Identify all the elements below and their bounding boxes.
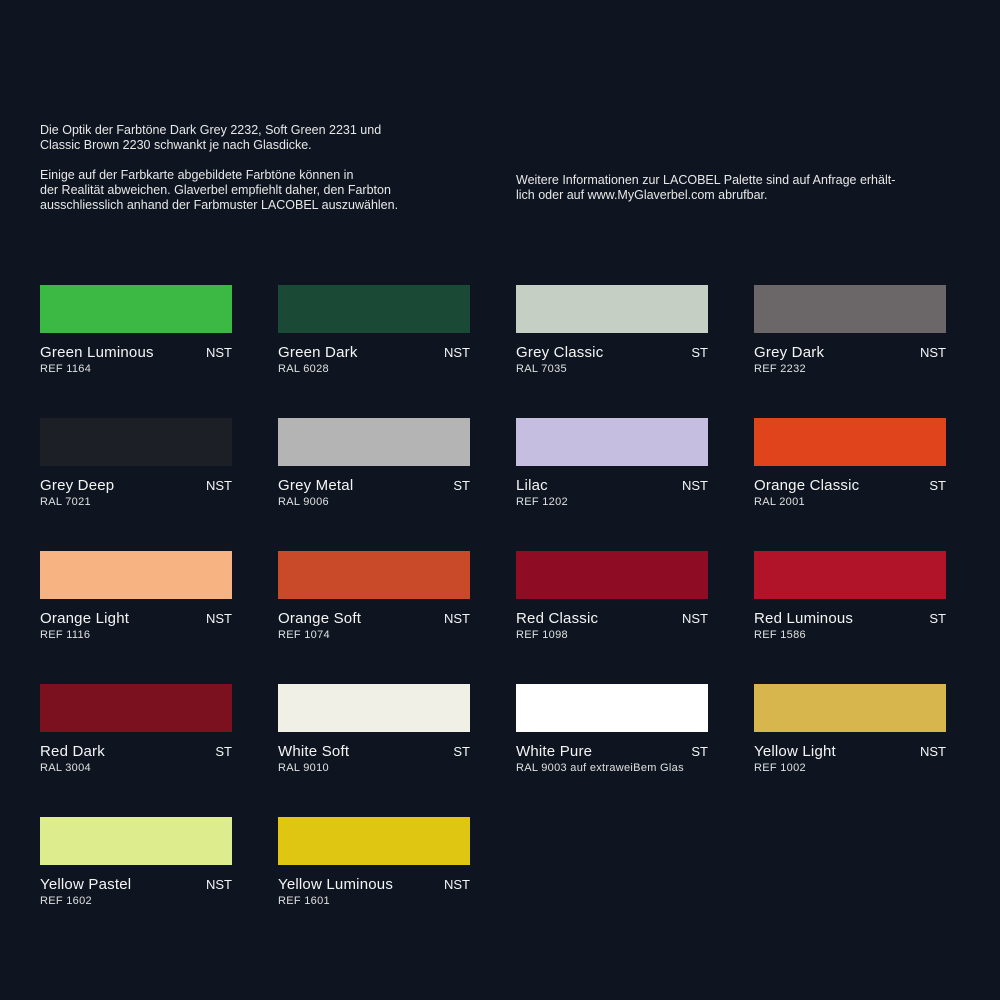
color-card [40, 418, 232, 512]
intro-paragraph: Weitere Informationen zur LACOBEL Palette sind auf Anfrage erhält- lich oder auf www.MyGlaverbel.com abrufbar. [516, 173, 896, 202]
color-name: White Soft [278, 743, 350, 760]
intro-paragraph: Die Optik der Farbtöne Dark Grey 2232, Soft Green 2231 und Classic Brown 2230 schwankt je nach Glasdicke. [40, 123, 382, 152]
color-label-row [278, 477, 470, 494]
color-label-row [40, 477, 232, 494]
color-swatch [40, 551, 232, 599]
color-reference: REF 1098 [516, 629, 568, 641]
color-reference: REF 1202 [516, 496, 568, 508]
color-type: NST [206, 611, 232, 626]
color-label-row [754, 743, 946, 760]
color-name: White Pure [516, 743, 593, 760]
color-label-row [40, 344, 232, 361]
color-label-row [40, 610, 232, 627]
color-card [278, 817, 470, 911]
color-swatch [40, 817, 232, 865]
color-type: NST [206, 345, 232, 360]
color-reference: REF 1002 [754, 762, 806, 774]
color-name: Yellow Light [754, 743, 836, 760]
color-swatch [516, 285, 708, 333]
color-type: NST [206, 478, 232, 493]
color-card [40, 285, 232, 379]
color-reference: RAL 2001 [754, 496, 805, 508]
color-name: Grey Metal [278, 477, 354, 494]
color-type: NST [444, 345, 470, 360]
color-name: Orange Classic [754, 477, 860, 494]
color-type: NST [682, 478, 708, 493]
color-type: ST [215, 744, 232, 759]
color-name: Red Luminous [754, 610, 854, 627]
color-card [278, 684, 470, 778]
color-label-row [754, 477, 946, 494]
color-reference: REF 1586 [754, 629, 806, 641]
color-label-row [40, 876, 232, 893]
color-name: Red Classic [516, 610, 599, 627]
color-swatch [278, 418, 470, 466]
color-type: NST [206, 877, 232, 892]
color-card [754, 551, 946, 645]
color-swatch [516, 684, 708, 732]
color-card [40, 551, 232, 645]
color-reference: REF 1116 [40, 629, 91, 641]
color-label-row [516, 610, 708, 627]
color-swatch [40, 418, 232, 466]
color-swatch [278, 285, 470, 333]
color-card [40, 684, 232, 778]
color-type: ST [929, 611, 946, 626]
color-type: ST [691, 744, 708, 759]
color-name: Yellow Pastel [40, 876, 132, 893]
color-reference: RAL 9003 auf extraweiBem Glas [516, 762, 684, 774]
color-reference: RAL 9010 [278, 762, 329, 774]
color-name: Grey Deep [40, 477, 115, 494]
color-swatch [516, 418, 708, 466]
color-type: NST [682, 611, 708, 626]
color-name: Lilac [516, 477, 548, 494]
color-reference: REF 1601 [278, 895, 330, 907]
color-card [278, 551, 470, 645]
color-swatch [754, 551, 946, 599]
color-label-row [278, 876, 470, 893]
color-label-row [516, 344, 708, 361]
color-type: NST [444, 611, 470, 626]
color-reference: RAL 7035 [516, 363, 567, 375]
color-card [278, 418, 470, 512]
color-type: ST [453, 478, 470, 493]
color-card [40, 817, 232, 911]
color-card [754, 285, 946, 379]
color-card [516, 684, 708, 778]
color-label-row [754, 344, 946, 361]
color-reference: RAL 9006 [278, 496, 329, 508]
color-card [278, 285, 470, 379]
color-reference: REF 1074 [278, 629, 330, 641]
color-label-row [278, 344, 470, 361]
color-swatch [278, 817, 470, 865]
color-label-row [516, 477, 708, 494]
color-type: NST [444, 877, 470, 892]
color-card [516, 418, 708, 512]
color-swatch [278, 684, 470, 732]
color-name: Green Dark [278, 344, 358, 361]
color-swatch [40, 285, 232, 333]
color-card [754, 684, 946, 778]
color-name: Green Luminous [40, 344, 154, 361]
color-type: ST [691, 345, 708, 360]
color-name: Yellow Luminous [278, 876, 394, 893]
color-swatch [40, 684, 232, 732]
color-type: NST [920, 744, 946, 759]
color-swatch [754, 418, 946, 466]
color-label-row [40, 743, 232, 760]
color-card [516, 551, 708, 645]
color-type: ST [453, 744, 470, 759]
color-name: Grey Classic [516, 344, 604, 361]
color-reference: RAL 3004 [40, 762, 91, 774]
intro-right [516, 173, 956, 218]
color-name: Orange Light [40, 610, 130, 627]
color-swatch [278, 551, 470, 599]
color-reference: RAL 7021 [40, 496, 91, 508]
color-label-row [516, 743, 708, 760]
color-label-row [278, 610, 470, 627]
color-swatch-grid [40, 285, 946, 911]
color-reference: REF 1602 [40, 895, 92, 907]
color-swatch [754, 285, 946, 333]
color-reference: REF 2232 [754, 363, 806, 375]
color-type: NST [920, 345, 946, 360]
color-label-row [278, 743, 470, 760]
color-swatch [754, 684, 946, 732]
color-label-row [754, 610, 946, 627]
color-card [516, 285, 708, 379]
color-card [754, 418, 946, 512]
intro-paragraph: Einige auf der Farbkarte abgebildete Farbtöne können in der Realität abweichen. Glaverbel empfiehlt daher, den Farbton ausschliesslich anhand der Farbmuster LACOBEL auszuwählen. [40, 168, 399, 212]
color-swatch [516, 551, 708, 599]
color-type: ST [929, 478, 946, 493]
color-name: Grey Dark [754, 344, 825, 361]
color-name: Red Dark [40, 743, 105, 760]
intro-left [40, 123, 460, 228]
color-reference: RAL 6028 [278, 363, 329, 375]
color-name: Orange Soft [278, 610, 362, 627]
color-reference: REF 1164 [40, 363, 92, 375]
